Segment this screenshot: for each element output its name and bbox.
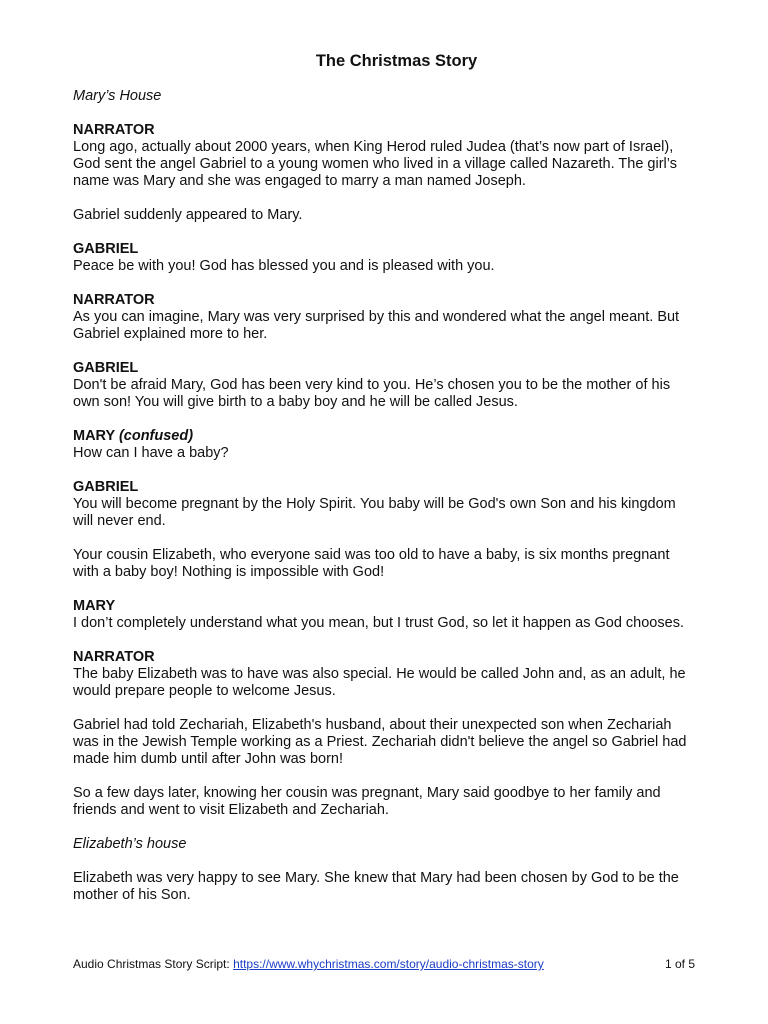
speaker-label: MARY	[73, 428, 115, 444]
speaker-label: GABRIEL	[73, 241, 139, 257]
paragraph: Don't be afraid Mary, God has been very kind to you. He’s chosen you to be the mother of his own son! You will give birth to a baby boy and he will be called Jesus.	[73, 377, 671, 410]
stage-direction: (confused)	[118, 428, 194, 444]
paragraph: I don’t completely understand what you mean, but I trust God, so let it happen as God chooses.	[73, 615, 684, 631]
scene-heading: Elizabeth’s house	[73, 836, 187, 852]
speaker-label: NARRATOR	[73, 649, 155, 665]
paragraph: Peace be with you! God has blessed you and is pleased with you.	[73, 258, 495, 274]
document-title: The Christmas Story	[315, 52, 478, 70]
paragraph: Gabriel suddenly appeared to Mary.	[73, 207, 303, 223]
footer-link[interactable]: https://www.whychristmas.com/story/audio-christmas-story	[233, 957, 544, 971]
page-number: 1 of 5	[664, 957, 695, 971]
paragraph: Your cousin Elizabeth, who everyone said was too old to have a baby, is six months pregnant with a baby boy! Nothing is impossible with God!	[73, 547, 670, 580]
paragraph: Elizabeth was very happy to see Mary. She knew that Mary had been chosen by God to be the mother of his Son.	[73, 870, 679, 903]
script-body	[73, 88, 698, 904]
paragraph: So a few days later, knowing her cousin was pregnant, Mary said goodbye to her family and friends and went to visit Elizabeth and Zechariah.	[73, 785, 661, 818]
footer-label: Audio Christmas Story Script:	[73, 957, 234, 971]
document-page	[73, 50, 698, 921]
speaker-name	[73, 428, 698, 445]
paragraph: As you can imagine, Mary was very surprised by this and wondered what the angel meant. But Gabriel explained more to her.	[73, 309, 680, 342]
speaker-name	[73, 241, 698, 258]
paragraph: Gabriel had told Zechariah, Elizabeth's husband, about their unexpected son when Zechariah was in the Jewish Temple working as a Priest. Zechariah didn't believe the angel so Gabriel had made him dumb until after John was born!	[73, 717, 687, 767]
speaker-name	[73, 598, 698, 615]
page-footer	[73, 956, 695, 972]
scene-heading: Mary’s House	[73, 88, 162, 104]
speaker-label: NARRATOR	[73, 122, 155, 138]
paragraph: The baby Elizabeth was to have was also special. He would be called John and, as an adult, he would prepare people to welcome Jesus.	[73, 666, 686, 699]
paragraph: Long ago, actually about 2000 years, when King Herod ruled Judea (that’s now part of Israel), God sent the angel Gabriel to a young women who lived in a village called Nazareth. The girl’s name was Mary and she was engaged to marry a man named Joseph.	[73, 139, 677, 189]
speaker-name	[73, 360, 698, 377]
speaker-name	[73, 649, 698, 666]
speaker-label: GABRIEL	[73, 360, 139, 376]
speaker-name	[73, 292, 698, 309]
paragraph: How can I have a baby?	[73, 445, 229, 461]
speaker-label: GABRIEL	[73, 479, 139, 495]
speaker-name	[73, 122, 698, 139]
speaker-label: NARRATOR	[73, 292, 155, 308]
speaker-label: MARY	[73, 598, 116, 614]
paragraph: You will become pregnant by the Holy Spirit. You baby will be God's own Son and his kingdom will never end.	[73, 496, 676, 529]
speaker-name	[73, 479, 698, 496]
